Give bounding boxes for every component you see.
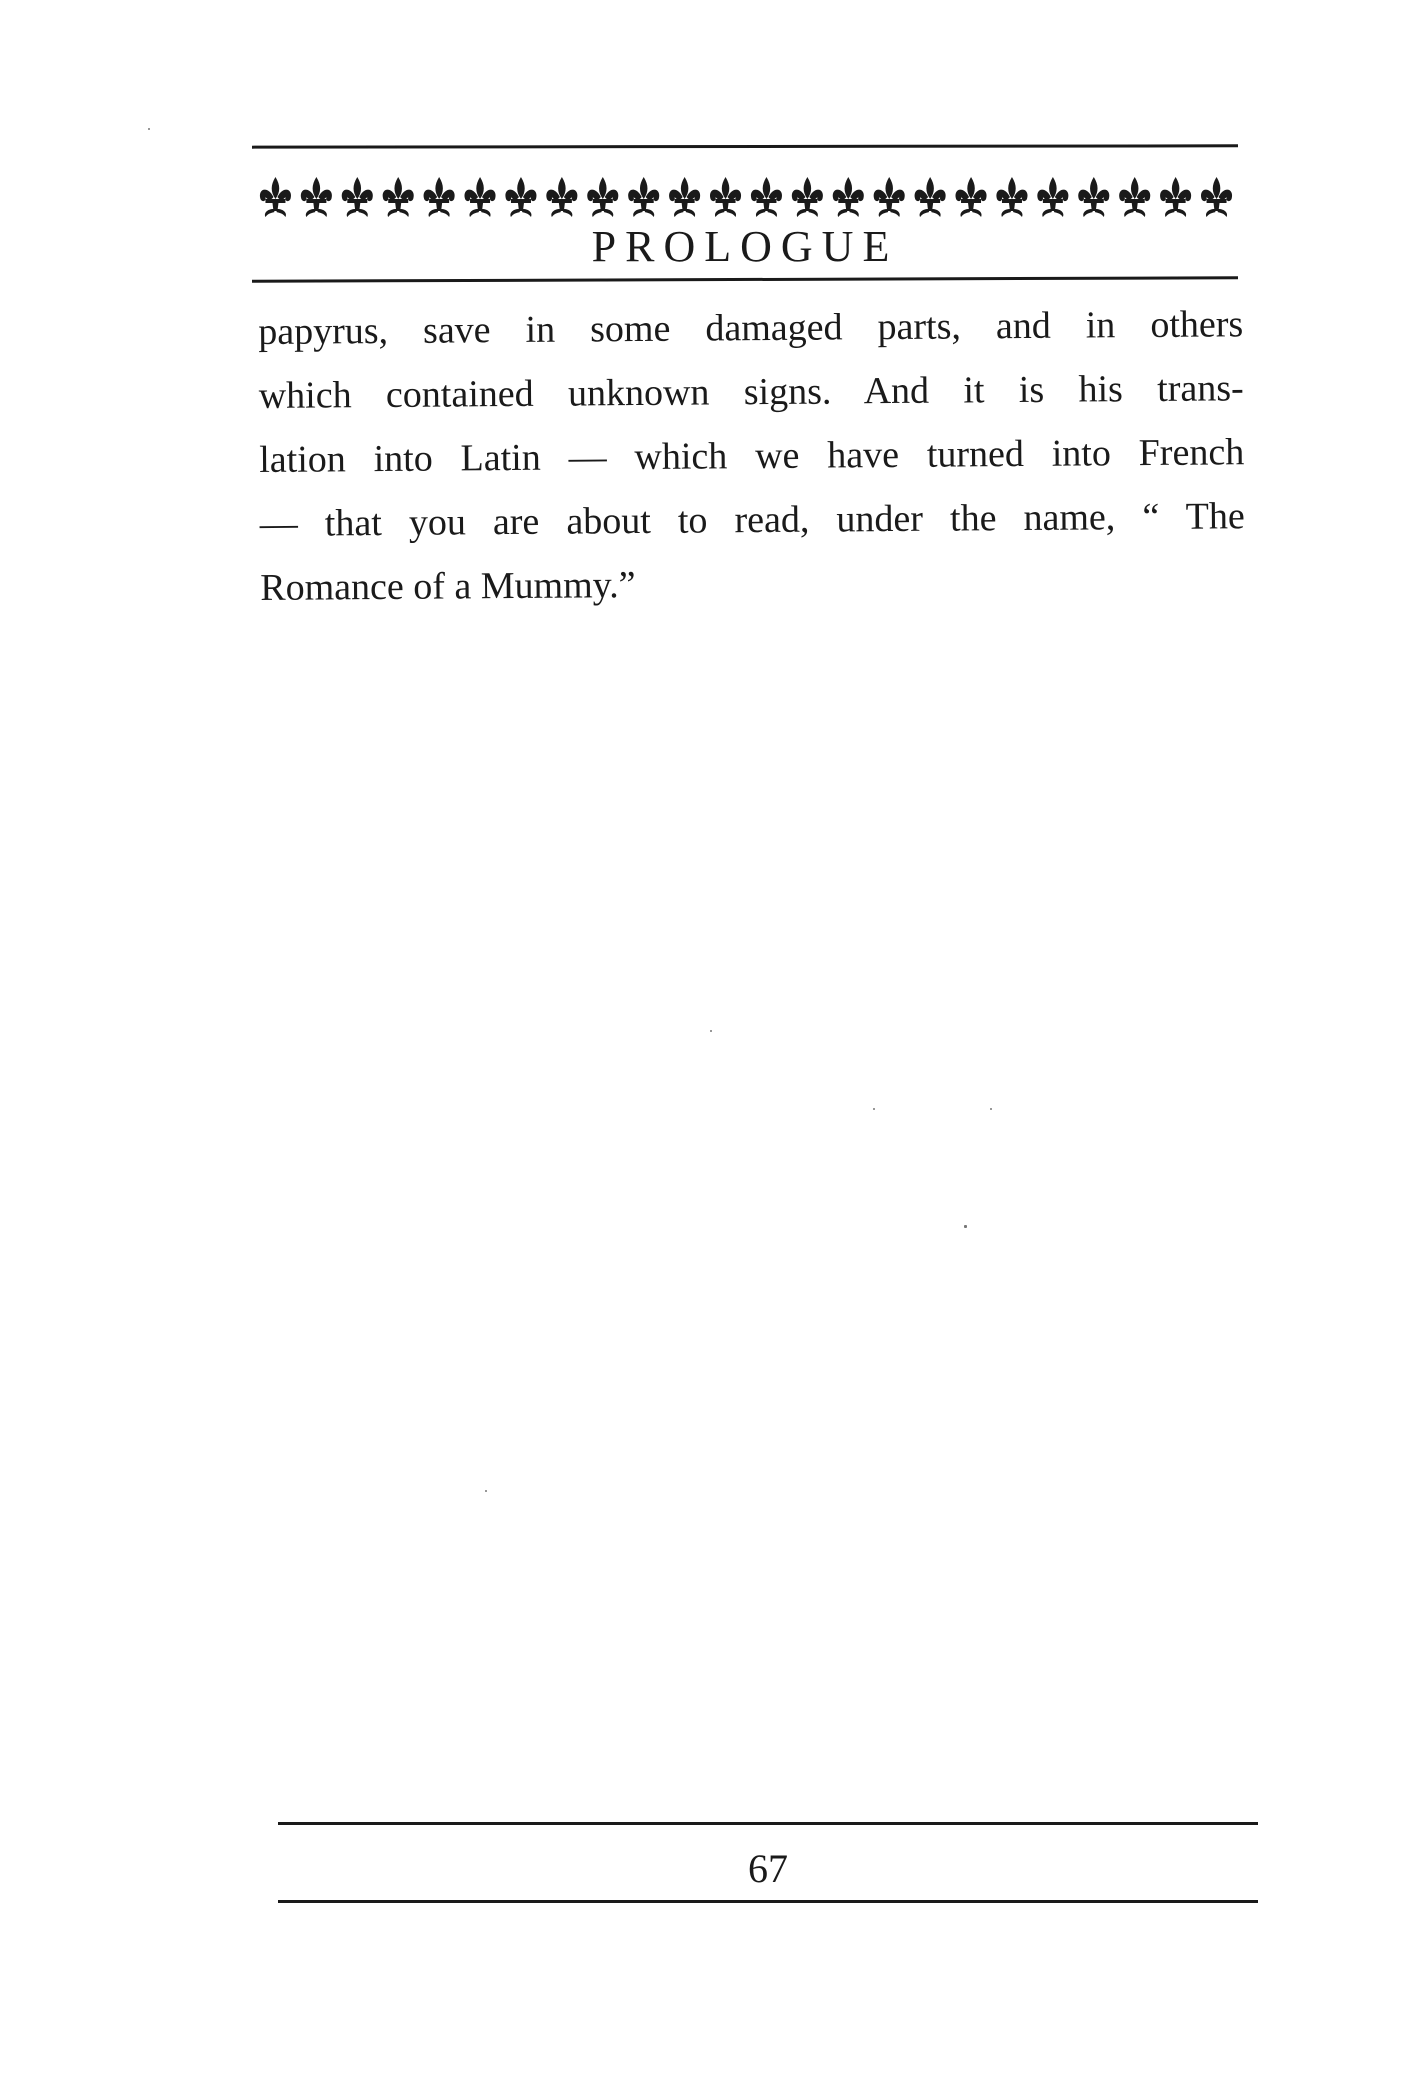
fleur-de-lis-icon	[1037, 177, 1068, 217]
footer-bottom-rule	[278, 1900, 1258, 1903]
header-bottom-rule	[252, 276, 1238, 282]
scan-speck	[873, 1108, 875, 1110]
scan-speck	[964, 1225, 967, 1228]
fleur-de-lis-icon	[915, 177, 946, 217]
text-line: — that you are about to read, under the name, “ The	[259, 495, 1245, 545]
fleur-de-lis-icon	[751, 177, 782, 217]
fleur-de-lis-icon	[260, 177, 291, 217]
fleur-de-lis-icon	[996, 177, 1027, 217]
fleur-de-lis-icon	[1201, 177, 1232, 217]
fleur-de-lis-icon	[546, 177, 577, 217]
fleur-de-lis-icon	[301, 177, 332, 217]
fleur-de-lis-icon	[505, 177, 536, 217]
fleur-de-lis-icon	[383, 177, 414, 217]
scan-speck	[148, 128, 150, 130]
fleur-de-lis-icon	[833, 177, 864, 217]
header-top-rule	[252, 144, 1238, 148]
text-line: papyrus, save in some damaged parts, and in others	[258, 303, 1244, 353]
text-line: Romance of a Mummy.”	[260, 564, 636, 609]
fleur-de-lis-icon	[587, 177, 618, 217]
fleur-de-lis-icon	[342, 177, 373, 217]
scan-speck	[485, 1490, 487, 1492]
fleur-de-lis-icon	[1160, 177, 1191, 217]
fleur-de-lis-icon	[874, 177, 905, 217]
fleur-de-lis-icon	[1078, 177, 1109, 217]
fleur-de-lis-icon	[424, 177, 455, 217]
fleur-de-lis-icon	[464, 177, 495, 217]
scan-speck	[710, 1030, 712, 1032]
page-title: PROLOGUE	[591, 222, 899, 271]
fleur-de-lis-icon	[1119, 177, 1150, 217]
body-paragraph	[258, 292, 1245, 620]
footer-top-rule	[278, 1822, 1258, 1825]
scan-speck	[990, 1108, 992, 1110]
fleur-de-lis-icon	[792, 177, 823, 217]
fleur-de-lis-icon	[628, 177, 659, 217]
fleur-de-lis-ornament-row	[255, 168, 1237, 226]
text-line: lation into Latin — which we have turned into French	[259, 431, 1245, 481]
fleur-de-lis-icon	[955, 177, 986, 217]
page-number: 67	[748, 1846, 788, 1891]
fleur-de-lis-icon	[710, 177, 741, 217]
text-line: which contained unknown signs. And it is his trans-	[258, 367, 1244, 417]
fleur-de-lis-icon	[669, 177, 700, 217]
